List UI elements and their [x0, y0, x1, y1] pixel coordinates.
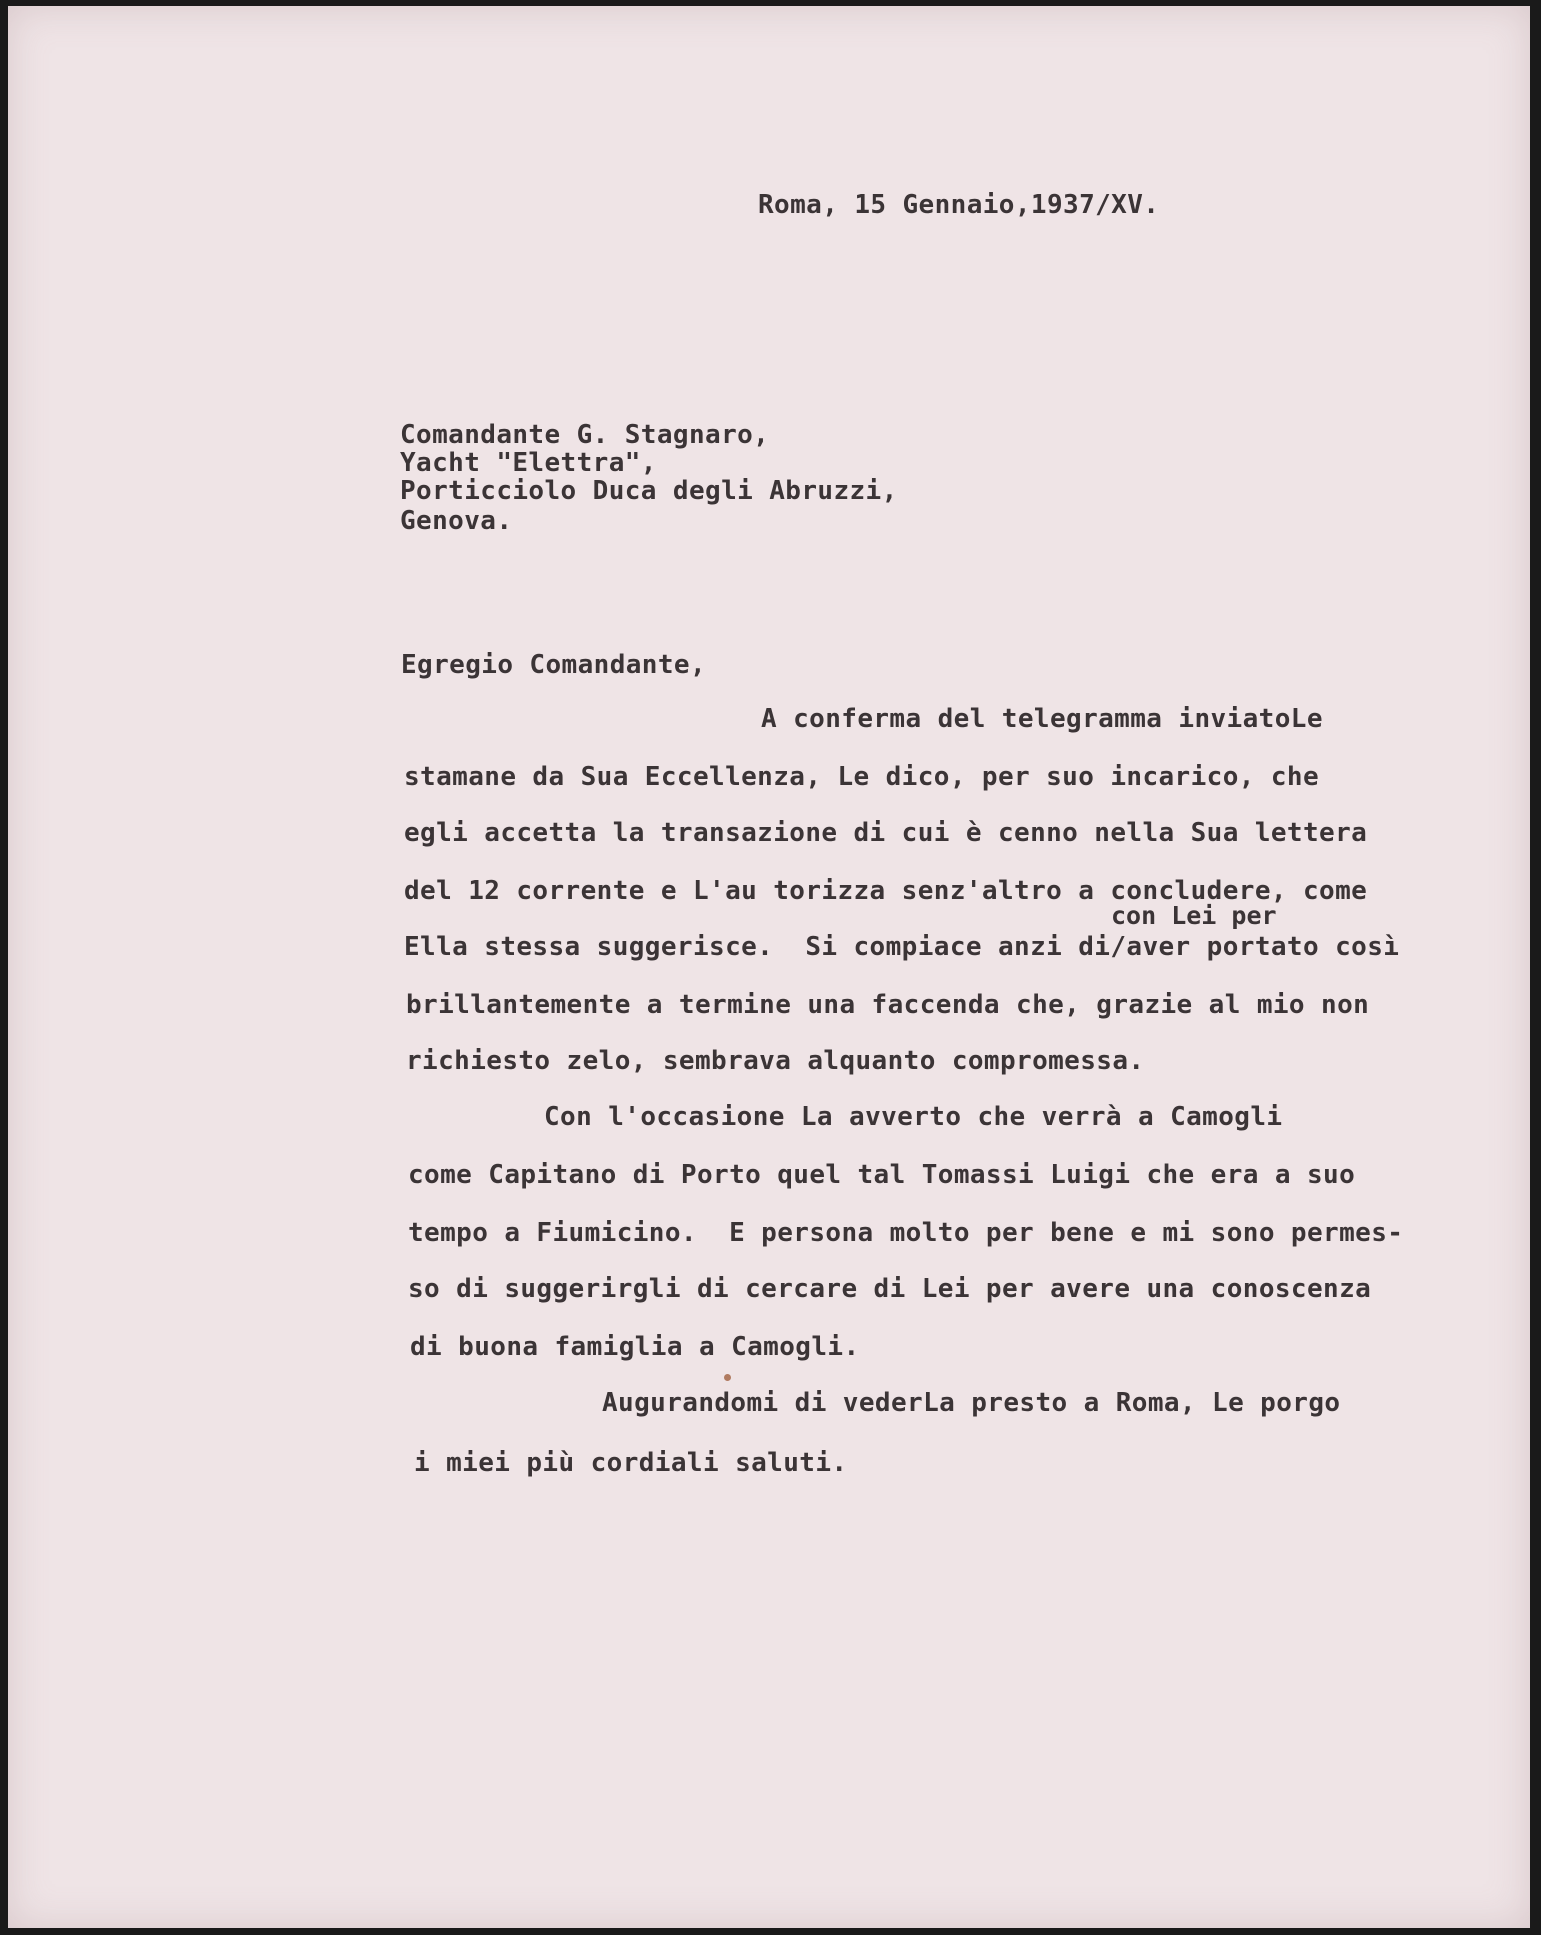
address-line: Genova. — [400, 506, 513, 536]
address-line: Comandante G. Stagnaro, — [400, 420, 770, 450]
letter-page — [8, 6, 1530, 1928]
address-line: Porticciolo Duca degli Abruzzi, — [400, 476, 898, 506]
body-line: tempo a Fiumicino. E persona molto per bene e mi sono permes- — [408, 1218, 1404, 1248]
body-line: Ella stessa suggerisce. Si compiace anzi di/aver portato così — [404, 932, 1400, 962]
body-line: Con l'occasione La avverto che verrà a Camogli — [544, 1102, 1283, 1132]
address-line: Yacht "Elettra", — [400, 448, 657, 478]
ink-speck — [724, 1374, 731, 1381]
date-line: Roma, 15 Gennaio,1937/XV. — [758, 190, 1160, 220]
body-line: del 12 corrente e L'au torizza senz'altro a concludere, come — [404, 876, 1368, 906]
body-line: egli accetta la transazione di cui è cenno nella Sua lettera — [404, 818, 1368, 848]
body-line: A conferma del telegramma inviatoLe — [761, 704, 1323, 734]
body-line: i miei più cordiali saluti. — [414, 1448, 848, 1478]
body-line: Augurandomi di vederLa presto a Roma, Le porgo — [602, 1388, 1341, 1418]
body-line: stamane da Sua Eccellenza, Le dico, per suo incarico, che — [404, 762, 1320, 792]
body-line: di buona famiglia a Camogli. — [410, 1332, 860, 1362]
salutation: Egregio Comandante, — [401, 650, 707, 680]
body-line: so di suggerirgli di cercare di Lei per avere una conoscenza — [408, 1274, 1372, 1304]
body-line: brillantemente a termine una faccenda che, grazie al mio non — [406, 990, 1370, 1020]
interlinear-insert: con Lei per — [1111, 901, 1277, 930]
body-line: richiesto zelo, sembrava alquanto compromessa. — [406, 1046, 1145, 1076]
body-line: come Capitano di Porto quel tal Tomassi Luigi che era a suo — [408, 1160, 1356, 1190]
